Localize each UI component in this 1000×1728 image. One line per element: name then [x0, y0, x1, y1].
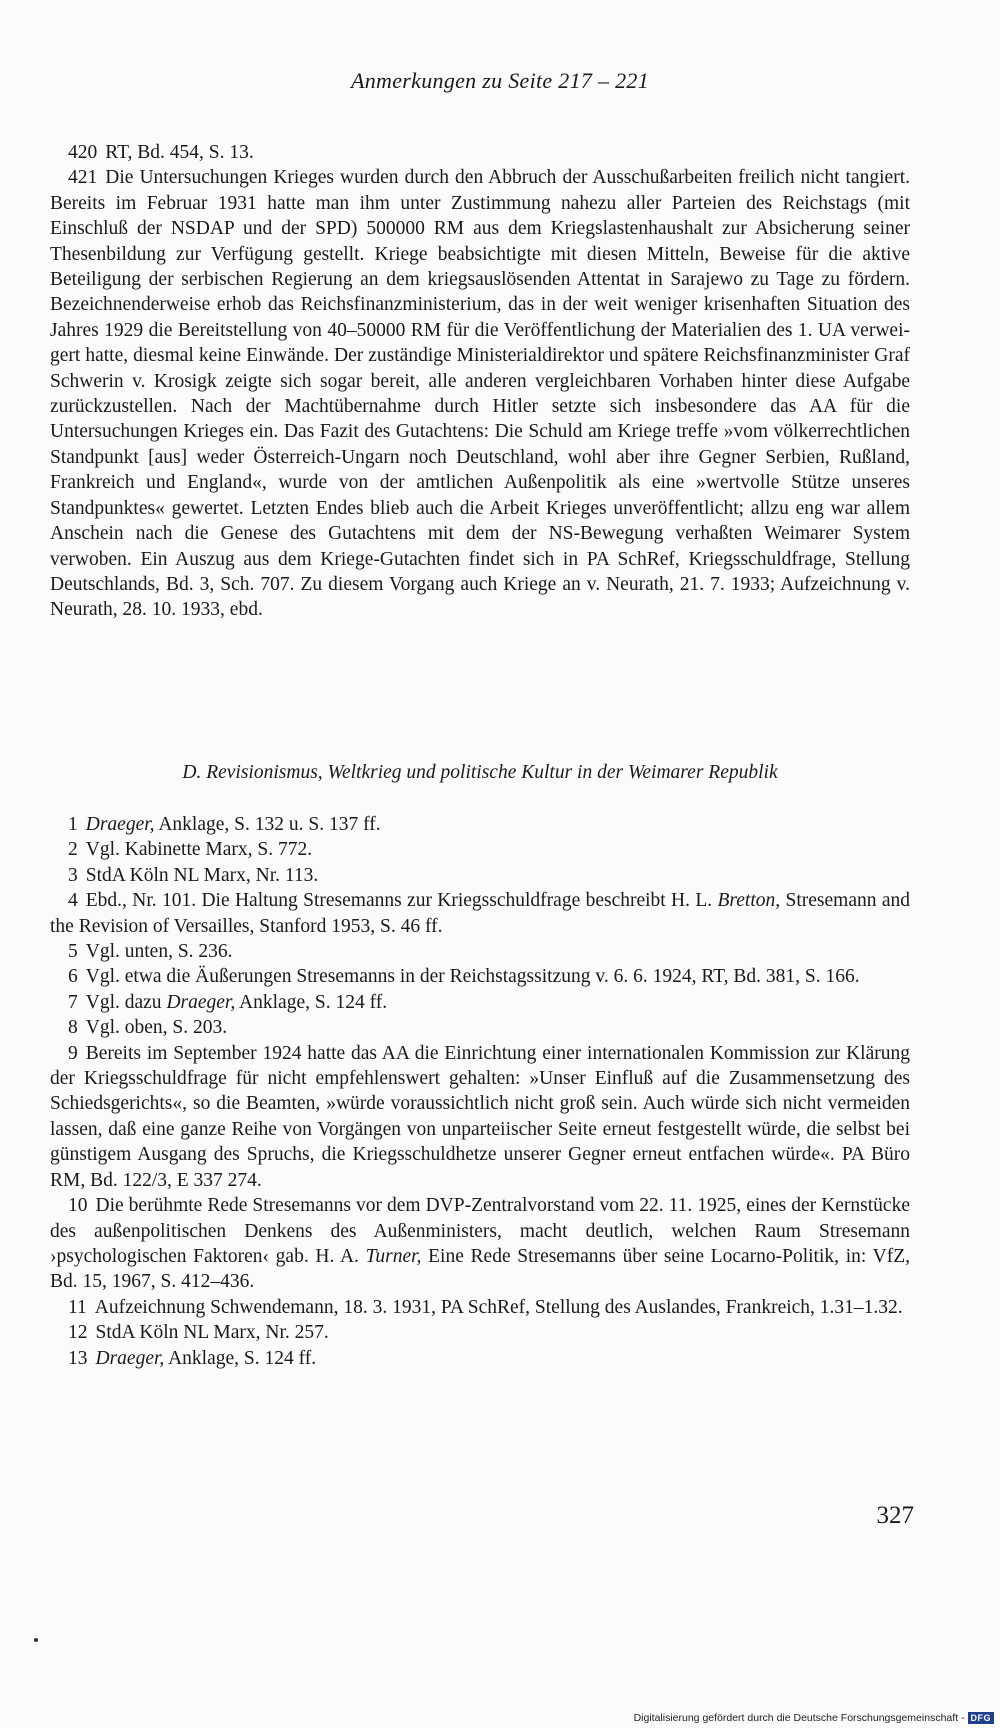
page-number: 327: [876, 1502, 914, 1529]
section-heading: D. Revisionismus, Weltkrieg und politische Kultur in der Weimarer Republik: [182, 762, 778, 783]
footnote: [50, 1320, 910, 1345]
footnote-number: 5: [68, 941, 78, 963]
footer-text: Digitalisierung gefördert durch die Deutsche Forschungsgemeinschaft -: [633, 1712, 965, 1724]
footnote: [50, 1193, 910, 1295]
footnote-author: Turner,: [365, 1245, 422, 1267]
footnote-text: RT, Bd. 454, S. 13.: [105, 142, 254, 163]
footnote-text: Eine Rede Stresemanns über seine Locarno-Politik, in: VfZ, Bd. 15, 1967, S. 412–436.: [50, 1245, 910, 1293]
footnote-text: Vgl. Kabinette Marx, S. 772.: [85, 839, 313, 861]
footnote-text: Die Untersuchungen Krieges wurden durch den Abbruch der Ausschußarbeiten freilich nicht tangiert. Bereits im Februar 1931 hatte man ihm unter Zustimmung nahezu aller Parteien des Reichstags (mit Einschluß der NSDAP und der SPD) 500000 RM aus dem Kriegslastenhaushalt zur Absicherung seiner Thesenbildung zur Verfügung gestellt. Kriege beabsichtigte mit diesen Mitteln, Beweise für die aktive Beteiligung der serbischen Regierung an dem kriegsauslösenden Attentat in Sarajewo zu Tage zu fördern. Bezeichnenderweise erhob das Reichsfinanzministerium, das in der weit weniger krisenhaften Situation des Jahres 1929 die Bereitstellung von 40–50000 RM für die Veröffentlichung der Materialien des 1. UA verweigert hatte, diesmal keine Einwände. Der zuständige Ministerialdirektor und spätere Reichsfinanzminister Graf Schwerin v. Krosigk zeigte sich sogar bereit, alle anderen vergleichbaren Vorhaben hinter diese Aufgabe zurückzustellen. Nach der Machtübernahme durch Hitler setzte sich insbesondere das AA für die Untersuchungen Krieges ein. Das Fazit des Gutachtens: Die Schuld am Kriege treffe »vom völkerrechtlichen Standpunkt [aus] weder Österreich-Ungarn noch Deutschland, wohl aber ihre Gegner Serbien, Rußland, Frankreich und England«, wurde von der amtlichen Außenpolitik als eine »wertvolle Stütze unseres Standpunktes« gewertet. Letzten Endes blieb auch die Arbeit Krieges unveröffentlicht; allzu eng war allem Anschein nach die Genese des Gutachtens mit dem der NS-Bewegung verhaßten Weimarer System verwoben. Ein Auszug aus dem Kriege-Gutachten findet sich in PA SchRef, Kriegsschuldfrage, Stellung Deutschlands, Bd. 3, Sch. 707. Zu diesem Vorgang auch Kriege an v. Neurath, 21. 7. 1933; Aufzeichnung v. Neurath, 28. 10. 1933, ebd.: [50, 167, 910, 621]
running-head: Anmerkungen zu Seite 217 – 221: [351, 68, 649, 93]
footnote-text: Anklage, S. 124 ff.: [235, 991, 388, 1013]
footnote-text: StdA Köln NL Marx, Nr. 257.: [95, 1322, 329, 1344]
footnote-text: Vgl. dazu: [85, 991, 167, 1013]
footnote-text: Aufzeichnung Schwendemann, 18. 3. 1931, PA SchRef, Stellung des Auslandes, Frankreich, 1.31–1.32.: [94, 1296, 903, 1318]
footnote-number: 6: [68, 966, 78, 988]
footnote-text: StdA Köln NL Marx, Nr. 113.: [85, 864, 319, 886]
notes-block-b: [50, 812, 910, 1371]
footnote-text: Stresemann and the Revision of Versailles, Stanford 1953, S. 46 ff.: [50, 890, 910, 937]
footnote: [50, 837, 910, 862]
footnote: [50, 939, 910, 964]
footnote-number: 3: [68, 864, 78, 886]
footnote-number: 2: [68, 839, 78, 861]
footnote-number: 421: [68, 167, 98, 189]
footnote-text: Vgl. etwa die Äußerungen Stresemanns in der Reichstagssitzung v. 6. 6. 1924, RT, Bd. 381, S. 166.: [85, 966, 860, 988]
footnote: [50, 165, 910, 622]
footnote: [50, 1295, 910, 1320]
footnote-number: 420: [68, 142, 98, 163]
footnote-author: Draeger,: [85, 814, 155, 835]
notes-block-a: [50, 140, 910, 623]
footnote: [50, 1041, 910, 1193]
footnote-number: 13: [68, 1347, 88, 1369]
footnote-number: 7: [68, 991, 78, 1013]
dfg-logo: DFG: [968, 1712, 995, 1724]
footnote-text: Vgl. unten, S. 236.: [85, 941, 233, 963]
scan-speck: [34, 1638, 38, 1642]
footnote-text: Bereits im September 1924 hatte das AA die Einrichtung einer internationalen Kommission zur Klärung der Kriegsschuldfrage für nicht empfehlenswert gehalten: »Unser Einfluß auf die Zusammensetzung des Schiedsgerichts«, so die Beamten, »würde voraussichtlich nicht groß sein. Auch würde sich nicht vermeiden lassen, daß eine ganze Reihe von Vorgängen von unparteiischer Seite erneut festgestellt würde, die selbst bei günstigem Ausgang des Spruchs, die Kriegsschuldhetze unserer Gegner erneut entfachen würde«. PA Büro RM, Bd. 122/3, E 337 274.: [50, 1042, 910, 1191]
footnote: [50, 990, 910, 1015]
footnote: [50, 863, 910, 888]
footnote: [50, 888, 910, 939]
footnote-number: 12: [68, 1322, 88, 1344]
footnote: [50, 1015, 910, 1040]
footer-credit: [634, 1712, 994, 1724]
footnote: [50, 964, 910, 989]
footnote-author: Draeger,: [95, 1347, 165, 1369]
footnote-number: 1: [68, 814, 78, 835]
footnote-number: 9: [68, 1042, 78, 1064]
footnote-number: 10: [68, 1195, 88, 1217]
footnote: [50, 1346, 910, 1371]
footnote: [50, 812, 910, 837]
footnote: [50, 140, 910, 165]
footnote-text: Anklage, S. 124 ff.: [164, 1347, 317, 1369]
footnote-text: Vgl. oben, S. 203.: [85, 1017, 228, 1039]
footnote-text: Anklage, S. 132 u. S. 137 ff.: [154, 814, 381, 835]
footnote-number: 11: [68, 1296, 87, 1318]
footnote-number: 8: [68, 1017, 78, 1039]
footnote-number: 4: [68, 890, 78, 912]
footnote-author: Bretton,: [717, 890, 781, 912]
footnote-text: Die berühmte Rede Stresemanns vor dem DVP-Zentralvorstand vom 22. 11. 1925, eines der Kernstücke des außenpolitischen Denkens des Außenministers, macht deutlich, welchen Raum Stresemann ›psychologischen Faktoren‹ gab. H. A.: [50, 1195, 910, 1267]
footnote-author: Draeger,: [166, 991, 236, 1013]
footnote-text: Ebd., Nr. 101. Die Haltung Stresemanns zur Kriegsschuldfrage beschreibt H. L.: [85, 890, 718, 912]
